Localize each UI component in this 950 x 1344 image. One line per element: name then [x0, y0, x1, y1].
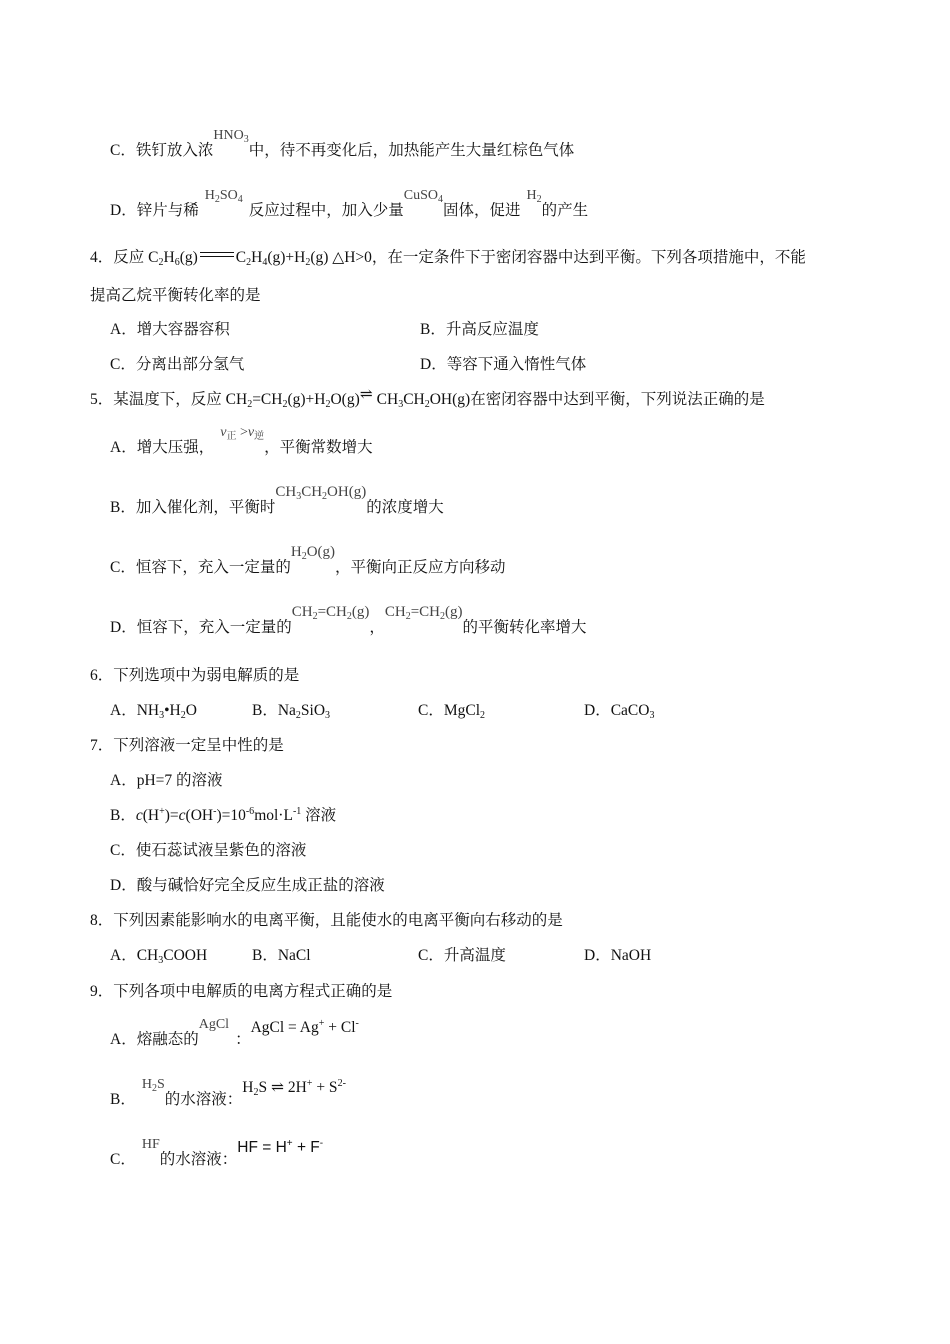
- formula-agcl: AgCl: [198, 1017, 230, 1032]
- formula-rate: $v_正 >v_逆$: [220, 425, 265, 442]
- q3-option-d: D．锌片与稀$H_2SO_4$反应过程中，加入少量CuSO$_4$固体，促进$H_2$的产生: [110, 188, 589, 219]
- q5-option-c: C．恒容下，充入一定量的$H_2O(g)$，平衡向正反应方向移动: [110, 544, 506, 576]
- q6-option-a: A．$NH_3•H_2O$: [110, 702, 197, 721]
- q4-option-a: A．增大容器容积: [110, 321, 230, 338]
- q5-option-a: A．增大压强，$v_正 >v_逆$，平衡常数增大: [110, 425, 373, 456]
- equation-hf: HF = H+ + F-: [237, 1138, 324, 1156]
- q8-option-b: B．NaCl: [252, 947, 311, 964]
- q8-option-a: A．$CH_3COOH$: [110, 947, 208, 966]
- q7-stem: 7．下列溶液一定呈中性的是: [90, 737, 284, 754]
- q8-option-c: C．升高温度: [418, 947, 506, 964]
- formula-h2s: $H_2S$: [141, 1077, 165, 1094]
- q6-stem: 6．下列选项中为弱电解质的是: [90, 667, 300, 684]
- equilibrium-arrow-icon: [200, 250, 234, 260]
- q9-option-c: C．HF的水溶液：HF = H+ + F-: [110, 1137, 324, 1168]
- q5-option-d: D．恒容下，充入一定量的$CH_2=CH_2(g)$，$CH_2=CH_2(g)$的平衡转化率增大: [110, 604, 587, 636]
- q7-option-d: D．酸与碱恰好完全反应生成正盐的溶液: [110, 877, 385, 894]
- q9-stem: 9．下列各项中电解质的电离方程式正确的是: [90, 983, 393, 1000]
- equation-h2s: $H_2S$ ⇌ $2H^+ + S^{2-}$: [242, 1078, 346, 1098]
- q6-option-c: C．MgCl$_2$: [418, 702, 486, 721]
- formula-hno3: $HNO_3$: [213, 128, 249, 145]
- q7-option-a: A．pH=7 的溶液: [110, 772, 223, 789]
- q4-option-c: C．分离出部分氢气: [110, 356, 245, 373]
- formula-ethanol: $CH_3CH_2OH(g)$: [275, 484, 367, 502]
- formula-water: $H_2O(g)$: [290, 544, 336, 562]
- q4-stem-cont: 提高乙烷平衡转化率的是: [90, 287, 261, 304]
- equation-agcl: AgCl = Ag+ + Cl-: [250, 1018, 359, 1036]
- q7-option-b: B．$c(H^+)=c(OH^-)=10^{-6}mol\cdot L^{-1}$ 溶液: [110, 806, 337, 824]
- q5-option-b: B．加入催化剂，平衡时$CH_3CH_2OH(g)$的浓度增大: [110, 484, 444, 516]
- q4-option-d: D．等容下通入惰性气体: [420, 356, 587, 373]
- formula-cuso4: CuSO$_4$: [403, 188, 443, 205]
- formula-ethylene-2: $CH_2=CH_2(g)$: [384, 604, 463, 622]
- q4-stem: 4．反应 $C_2H_6(g)$ $C_2H_4(g)+H_2(g)$ △H>0，在一定条件下于密闭容器中达到平衡。下列各项措施中，不能: [90, 249, 806, 268]
- reversible-arrow-icon: ⇌: [359, 386, 373, 403]
- formula-hf: HF: [141, 1137, 160, 1152]
- formula-h2so4: $H_2SO_4$: [204, 188, 243, 205]
- formula-h2: $H_2$: [526, 188, 542, 205]
- q3-option-c: C．铁钉放入浓$HNO_3$中，待不再变化后，加热能产生大量红棕色气体: [110, 128, 575, 159]
- q7-option-c: C．使石蕊试液呈紫色的溶液: [110, 842, 307, 859]
- q9-option-b: B．$H_2S$的水溶液：$H_2S$ ⇌ $2H^+ + S^{2-}$: [110, 1077, 346, 1108]
- q8-option-d: D．NaOH: [584, 947, 652, 964]
- q8-stem: 8．下列因素能影响水的电离平衡，且能使水的电离平衡向右移动的是: [90, 912, 563, 929]
- q4-option-b: B．升高反应温度: [420, 321, 539, 338]
- q9-option-a: A．熔融态的AgCl：AgCl = Ag+ + Cl-: [110, 1017, 359, 1048]
- formula-ethylene: $CH_2=CH_2(g)$: [291, 604, 370, 622]
- q6-option-b: B．$Na_2SiO_3$: [252, 702, 331, 721]
- q6-option-d: D．CaCO$_3$: [584, 702, 655, 721]
- q5-stem: 5．某温度下，反应 $CH_2=CH_2(g)+H_2O(g)\rightleftharpoons$ $CH_3CH_2OH(g)$在密闭容器中达到平衡，下列说法正确的是: [90, 386, 765, 410]
